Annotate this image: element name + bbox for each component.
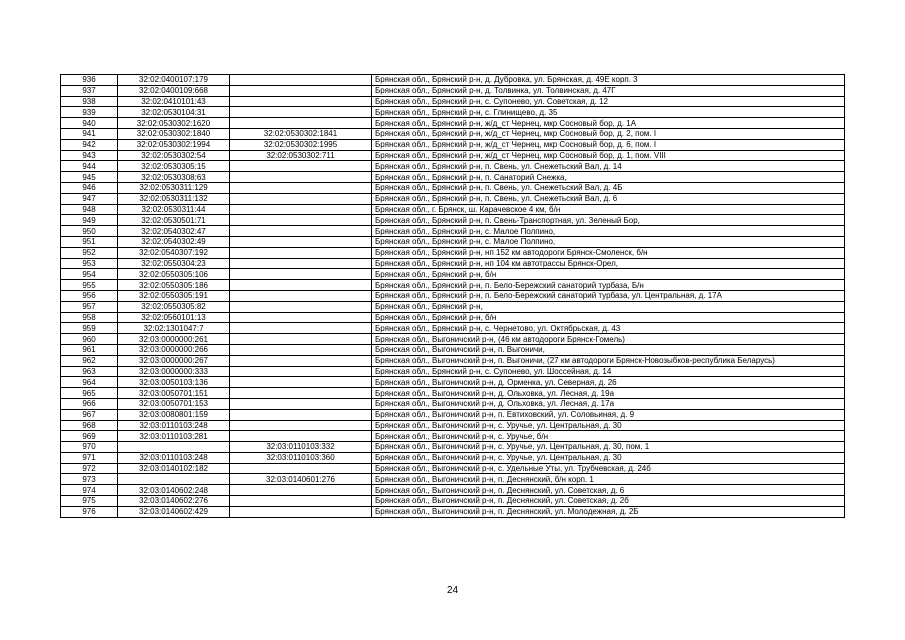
cadastral-number-cell: 32:02:0400107:179 [118,75,230,86]
related-cadastral-number-cell [230,107,372,118]
related-cadastral-number-cell [230,269,372,280]
address-cell: Брянская обл., Выгоничский р-н, с. Удельные Уты, ул. Трубчевская, д. 24б [372,463,845,474]
cadastral-number-cell: 32:03:0140602:276 [118,496,230,507]
table-row [61,334,845,345]
address-cell: Брянская обл., Брянский р-н, б/н [372,269,845,280]
table-row [61,474,845,485]
row-number-cell: 940 [61,118,118,129]
related-cadastral-number-cell [230,398,372,409]
address-cell: Брянская обл., Выгоничский р-н, с. Уручье, б/н [372,431,845,442]
table-row [61,161,845,172]
address-cell: Брянская обл., Выгоничский р-н, д. Ольховка, ул. Лесная, д. 17а [372,398,845,409]
row-number-cell: 972 [61,463,118,474]
row-number-cell: 938 [61,96,118,107]
address-cell: Брянская обл., Выгоничский р-н, с. Уручье, ул. Центральная, д. 30 [372,452,845,463]
table-row [61,323,845,334]
row-number-cell: 943 [61,150,118,161]
related-cadastral-number-cell [230,193,372,204]
cadastral-number-cell [118,442,230,453]
table-row [61,269,845,280]
related-cadastral-number-cell [230,431,372,442]
address-cell: Брянская обл., Брянский р-н, п. Свень, ул. Снежетьский Вал, д. 14 [372,161,845,172]
cadastral-number-cell: 32:02:0530302:1840 [118,128,230,139]
address-cell: Брянская обл., Брянский р-н, ж/д_ст Чернец, мкр Сосновый бор, д. 2, пом. I [372,128,845,139]
address-cell: Брянская обл., Выгоничский р-н, п. Деснянский, ул. Советская, д. 6 [372,485,845,496]
cadastral-number-cell: 32:03:0050701:151 [118,388,230,399]
related-cadastral-number-cell [230,312,372,323]
table-row [61,420,845,431]
related-cadastral-number-cell [230,236,372,247]
address-cell: Брянская обл., Выгоничский р-н, п. Деснянский, ул. Советская, д. 2б [372,496,845,507]
address-cell: Брянская обл., Выгоничский р-н, п. Деснянский, б/н корп. 1 [372,474,845,485]
row-number-cell: 961 [61,344,118,355]
cadastral-number-cell: 32:02:0540302:49 [118,236,230,247]
cadastral-number-cell: 32:02:0530501:71 [118,215,230,226]
related-cadastral-number-cell [230,388,372,399]
table-row [61,96,845,107]
related-cadastral-number-cell [230,226,372,237]
related-cadastral-number-cell [230,258,372,269]
related-cadastral-number-cell [230,75,372,86]
row-number-cell: 957 [61,301,118,312]
table-row [61,193,845,204]
related-cadastral-number-cell [230,323,372,334]
address-cell: Брянская обл., Брянский р-н, ж/д_ст Чернец, мкр Сосновый бор, д. 1А [372,118,845,129]
address-cell: Брянская обл., Брянский р-н, п. Бело-Бережский санаторий турбаза, Б/н [372,280,845,291]
table-row [61,236,845,247]
row-number-cell: 955 [61,280,118,291]
table-row [61,215,845,226]
address-cell: Брянская обл., Брянский р-н, [372,301,845,312]
row-number-cell: 942 [61,139,118,150]
related-cadastral-number-cell: 32:02:0530302:1841 [230,128,372,139]
related-cadastral-number-cell [230,409,372,420]
related-cadastral-number-cell [230,355,372,366]
row-number-cell: 944 [61,161,118,172]
table-row [61,398,845,409]
address-cell: Брянская обл., Брянский р-н, д. Толвинка, ул. Толвинская, д. 47Г [372,85,845,96]
cadastral-number-cell: 32:02:0530311:44 [118,204,230,215]
related-cadastral-number-cell [230,485,372,496]
cadastral-number-cell: 32:02:0530302:1994 [118,139,230,150]
table-row [61,355,845,366]
cadastral-number-cell: 32:03:0000000:333 [118,366,230,377]
row-number-cell: 936 [61,75,118,86]
row-number-cell: 956 [61,290,118,301]
related-cadastral-number-cell [230,334,372,345]
row-number-cell: 962 [61,355,118,366]
address-cell: Брянская обл., Выгоничский р-н, д. Ольховка, ул. Лесная, д. 19а [372,388,845,399]
address-cell: Брянская обл., Выгоничский р-н, п. Выгоничи, [372,344,845,355]
table-row [61,312,845,323]
table-row [61,204,845,215]
related-cadastral-number-cell [230,366,372,377]
row-number-cell: 970 [61,442,118,453]
cadastral-number-cell: 32:02:0410101:43 [118,96,230,107]
table-row [61,75,845,86]
table-row [61,409,845,420]
table-row [61,107,845,118]
table-row [61,128,845,139]
related-cadastral-number-cell [230,280,372,291]
cadastral-number-cell: 32:02:0540302:47 [118,226,230,237]
related-cadastral-number-cell [230,463,372,474]
row-number-cell: 950 [61,226,118,237]
row-number-cell: 947 [61,193,118,204]
row-number-cell: 971 [61,452,118,463]
related-cadastral-number-cell [230,118,372,129]
cadastral-number-cell: 32:03:0050701:153 [118,398,230,409]
related-cadastral-number-cell [230,496,372,507]
page-number: 24 [446,585,459,596]
row-number-cell: 960 [61,334,118,345]
cadastral-number-cell: 32:02:0530311:132 [118,193,230,204]
address-cell: Брянская обл., Брянский р-н, с. Супонево, ул. Шоссейная, д. 14 [372,366,845,377]
related-cadastral-number-cell [230,290,372,301]
row-number-cell: 976 [61,506,118,517]
cadastral-number-cell: 32:03:0000000:261 [118,334,230,345]
cadastral-number-cell: 32:02:0550305:186 [118,280,230,291]
row-number-cell: 969 [61,431,118,442]
address-cell: Брянская обл., Брянский р-н, с. Малое Полпино, [372,236,845,247]
related-cadastral-number-cell [230,182,372,193]
row-number-cell: 949 [61,215,118,226]
address-cell: Брянская обл., Выгоничский р-н, п. Евтиховский, ул. Соловьиная, д. 9 [372,409,845,420]
cadastral-number-cell: 32:03:0140602:248 [118,485,230,496]
cadastral-number-cell: 32:03:0050103:136 [118,377,230,388]
related-cadastral-number-cell [230,506,372,517]
address-cell: Брянская обл., г. Брянск, ш. Карачевское 4 км, б/н [372,204,845,215]
cadastral-number-cell: 32:02:0560101:13 [118,312,230,323]
row-number-cell: 946 [61,182,118,193]
related-cadastral-number-cell [230,215,372,226]
cadastral-number-cell: 32:03:0000000:267 [118,355,230,366]
row-number-cell: 937 [61,85,118,96]
related-cadastral-number-cell [230,96,372,107]
address-cell: Брянская обл., Брянский р-н, с. Чернетово, ул. Октябрьская, д. 43 [372,323,845,334]
property-register-table [60,74,845,518]
row-number-cell: 951 [61,236,118,247]
related-cadastral-number-cell [230,85,372,96]
table-row [61,290,845,301]
address-cell: Брянская обл., Брянский р-н, нп 104 км автотрассы Брянск-Орел, [372,258,845,269]
cadastral-number-cell: 32:02:0530311:129 [118,182,230,193]
address-cell: Брянская обл., Брянский р-н, п. Свень, ул. Снежетьский Вал, д. 6 [372,193,845,204]
table-row [61,485,845,496]
related-cadastral-number-cell [230,420,372,431]
related-cadastral-number-cell: 32:03:0140601:276 [230,474,372,485]
cadastral-number-cell: 32:02:0540307:192 [118,247,230,258]
row-number-cell: 945 [61,172,118,183]
table-row [61,150,845,161]
row-number-cell: 964 [61,377,118,388]
row-number-cell: 958 [61,312,118,323]
cadastral-number-cell: 32:02:1301047:7 [118,323,230,334]
address-cell: Брянская обл., Брянский р-н, п. Санаторий Снежка, [372,172,845,183]
cadastral-number-cell [118,474,230,485]
cadastral-number-cell: 32:03:0140102:182 [118,463,230,474]
address-cell: Брянская обл., Выгоничский р-н, (46 км автодороги Брянск-Гомель) [372,334,845,345]
related-cadastral-number-cell: 32:03:0110103:360 [230,452,372,463]
related-cadastral-number-cell [230,301,372,312]
related-cadastral-number-cell [230,161,372,172]
address-cell: Брянская обл., Выгоничский р-н, с. Уручье, ул. Центральная, д. 30, пом. 1 [372,442,845,453]
cadastral-number-cell: 32:03:0000000:266 [118,344,230,355]
related-cadastral-number-cell: 32:02:0530302:711 [230,150,372,161]
cadastral-number-cell: 32:02:0550305:191 [118,290,230,301]
address-cell: Брянская обл., Выгоничский р-н, п. Выгоничи, (27 км автодороги Брянск-Новозыбков-республика Беларусь) [372,355,845,366]
row-number-cell: 968 [61,420,118,431]
row-number-cell: 941 [61,128,118,139]
table-row [61,280,845,291]
address-cell: Брянская обл., Брянский р-н, п. Бело-Бережский санаторий турбаза, ул. Центральная, д. 17А [372,290,845,301]
cadastral-number-cell: 32:02:0530308:63 [118,172,230,183]
cadastral-number-cell: 32:02:0530104:31 [118,107,230,118]
row-number-cell: 965 [61,388,118,399]
table-row [61,366,845,377]
table-row [61,247,845,258]
row-number-cell: 954 [61,269,118,280]
table-row [61,431,845,442]
cadastral-number-cell: 32:03:0110103:248 [118,452,230,463]
table-row [61,377,845,388]
address-cell: Брянская обл., Выгоничский р-н, с. Уручье, ул. Центральная, д. 30 [372,420,845,431]
table-row [61,442,845,453]
cadastral-number-cell: 32:03:0080801:159 [118,409,230,420]
table-row [61,118,845,129]
related-cadastral-number-cell [230,204,372,215]
address-cell: Брянская обл., Брянский р-н, п. Свень-Транспортная, ул. Зеленый Бор, [372,215,845,226]
address-cell: Брянская обл., Брянский р-н, с. Малое Полпино, [372,226,845,237]
table-row [61,463,845,474]
table-row [61,344,845,355]
address-cell: Брянская обл., Брянский р-н, д. Дубровка, ул. Брянская, д. 49Е корп. 3 [372,75,845,86]
row-number-cell: 963 [61,366,118,377]
address-cell: Брянская обл., Выгоничский р-н, д. Орменка, ул. Северная, д. 26 [372,377,845,388]
row-number-cell: 953 [61,258,118,269]
cadastral-number-cell: 32:03:0140602:429 [118,506,230,517]
table-row [61,301,845,312]
table-row [61,172,845,183]
row-number-cell: 973 [61,474,118,485]
row-number-cell: 966 [61,398,118,409]
table-body [61,75,845,518]
related-cadastral-number-cell: 32:03:0110103:332 [230,442,372,453]
cadastral-number-cell: 32:02:0550305:106 [118,269,230,280]
row-number-cell: 959 [61,323,118,334]
table-row [61,258,845,269]
cadastral-number-cell: 32:03:0110103:281 [118,431,230,442]
row-number-cell: 939 [61,107,118,118]
related-cadastral-number-cell [230,172,372,183]
cadastral-number-cell: 32:02:0530305:15 [118,161,230,172]
address-cell: Брянская обл., Брянский р-н, ж/д_ст Чернец, мкр Сосновый бор, д. 6, пом. I [372,139,845,150]
cadastral-number-cell: 32:02:0400109:668 [118,85,230,96]
table-row [61,388,845,399]
address-cell: Брянская обл., Брянский р-н, с. Глинищево, д. 35 [372,107,845,118]
address-cell: Брянская обл., Выгоничский р-н, п. Деснянский, ул. Молодежная, д. 2Б [372,506,845,517]
row-number-cell: 974 [61,485,118,496]
address-cell: Брянская обл., Брянский р-н, б/н [372,312,845,323]
related-cadastral-number-cell [230,344,372,355]
table-row [61,139,845,150]
table-row [61,85,845,96]
cadastral-number-cell: 32:02:0530302:1620 [118,118,230,129]
row-number-cell: 952 [61,247,118,258]
address-cell: Брянская обл., Брянский р-н, нп 152 км автодороги Брянск-Смоленск, б/н [372,247,845,258]
address-cell: Брянская обл., Брянский р-н, с. Супонево, ул. Советская, д. 12 [372,96,845,107]
address-cell: Брянская обл., Брянский р-н, ж/д_ст Чернец, мкр Сосновый бор, д. 1, пом. VIII [372,150,845,161]
table-row [61,506,845,517]
table-row [61,182,845,193]
row-number-cell: 948 [61,204,118,215]
related-cadastral-number-cell [230,247,372,258]
address-cell: Брянская обл., Брянский р-н, п. Свень, ул. Снежетьский Вал, д. 4Б [372,182,845,193]
table-row [61,452,845,463]
related-cadastral-number-cell: 32:02:0530302:1995 [230,139,372,150]
cadastral-number-cell: 32:03:0110103:248 [118,420,230,431]
table-row [61,496,845,507]
cadastral-number-cell: 32:02:0550305:82 [118,301,230,312]
cadastral-number-cell: 32:02:0530302:54 [118,150,230,161]
row-number-cell: 967 [61,409,118,420]
row-number-cell: 975 [61,496,118,507]
cadastral-number-cell: 32:02:0550304:23 [118,258,230,269]
related-cadastral-number-cell [230,377,372,388]
table-row [61,226,845,237]
